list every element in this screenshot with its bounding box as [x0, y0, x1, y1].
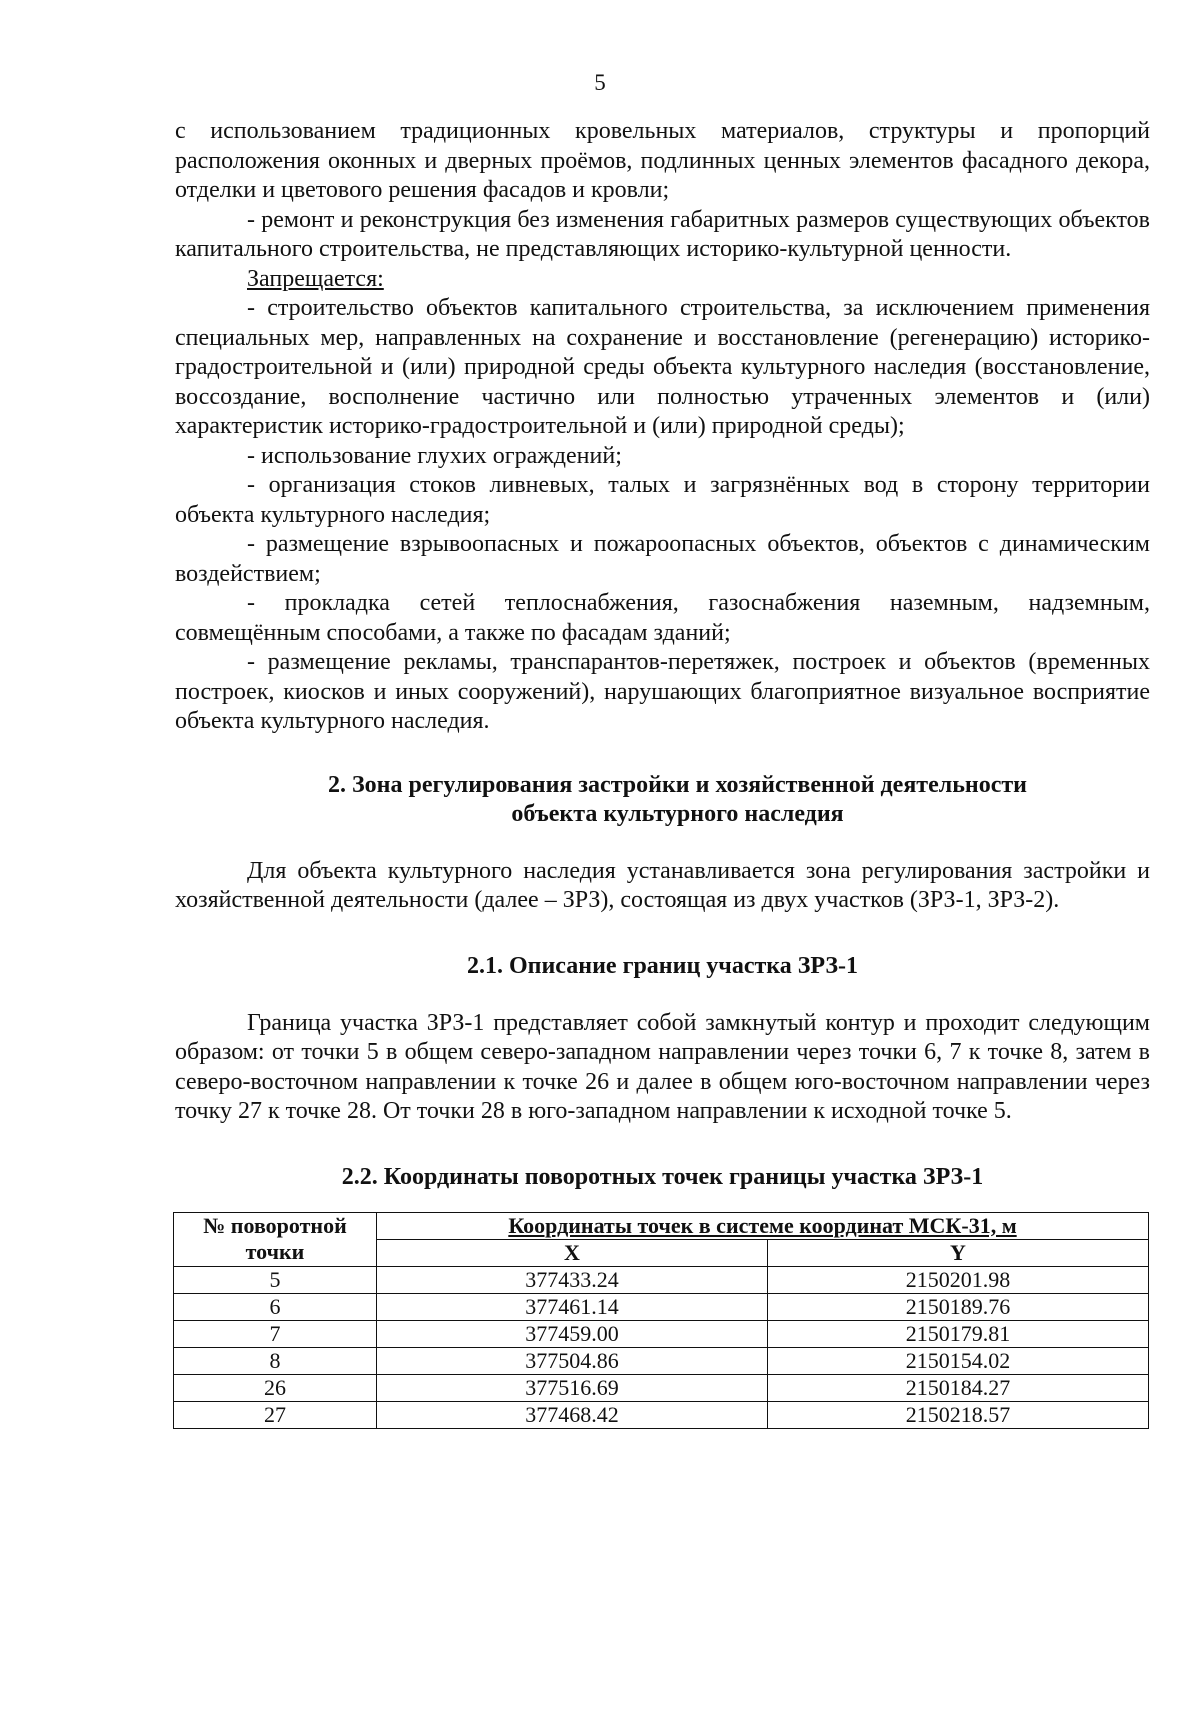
cell-y: 2150179.81: [768, 1320, 1149, 1347]
paragraph: - прокладка сетей теплоснабжения, газоснабжения наземным, надземным, совмещённым способами, а также по фасадам зданий;: [175, 590, 1150, 646]
cell-y: 2150201.98: [768, 1266, 1149, 1293]
header-point-line2: точки: [245, 1239, 305, 1264]
paragraph: - ремонт и реконструкция без изменения габаритных размеров существующих объектов капитального строительства, не представляющих историко-культурной ценности.: [175, 206, 1150, 262]
table-row: [174, 1293, 1149, 1320]
coordinates-table: [173, 1212, 1149, 1429]
paragraph: - организация стоков ливневых, талых и загрязнённых вод в сторону территории объекта культурного наследия;: [175, 472, 1150, 528]
header-x: X: [377, 1239, 768, 1266]
section-2-title-line1: 2. Зона регулирования застройки и хозяйственной деятельности: [327, 771, 1028, 798]
table-row: [174, 1374, 1149, 1401]
section-2-2-title: 2.2. Координаты поворотных точек границы участка ЗРЗ-1: [341, 1163, 984, 1190]
cell-point: 27: [174, 1401, 377, 1428]
section-2-title: [175, 771, 1150, 829]
table-row: [174, 1347, 1149, 1374]
cell-x: 377504.86: [377, 1347, 768, 1374]
cell-y: 2150189.76: [768, 1293, 1149, 1320]
paragraph: с использованием традиционных кровельных материалов, структуры и пропорций расположения оконных и дверных проёмов, подлинных ценных элементов фасадного декора, отделки и цветового решения фасадов и кровли;: [175, 118, 1150, 203]
table-row: [174, 1266, 1149, 1293]
header-point-number: [174, 1212, 377, 1266]
paragraph: - размещение взрывоопасных и пожароопасных объектов, объектов с динамическим воздействием;: [175, 531, 1150, 587]
table-row: [174, 1401, 1149, 1428]
page-number: 5: [594, 70, 606, 95]
cell-y: 2150154.02: [768, 1347, 1149, 1374]
header-point-line1: № поворотной: [203, 1213, 347, 1238]
cell-point: 6: [174, 1293, 377, 1320]
section-2-1-text: Граница участка ЗРЗ-1 представляет собой замкнутый контур и проходит следующим образом: от точки 5 в общем северо-западном направлении через точки 6, 7 к точке 8, затем в северо-восточном направлении к точке 26 и далее в общем юго-восточном направлении через точку 27 к точке 28. От точки 28 в юго-западном направлении к исходной точке 5.: [175, 1009, 1150, 1124]
cell-x: 377461.14: [377, 1293, 768, 1320]
paragraph: - размещение рекламы, транспарантов-перетяжек, построек и объектов (временных построек, киосков и иных сооружений), нарушающих благоприятное визуальное восприятие объекта культурного наследия.: [175, 649, 1150, 734]
cell-point: 7: [174, 1320, 377, 1347]
document-body: [175, 117, 1150, 1429]
table-row: [174, 1320, 1149, 1347]
paragraph: - строительство объектов капитального строительства, за исключением применения специальных мер, направленных на сохранение и восстановление (регенерацию) историко-градостроительной и (или) природной среды объекта культурного наследия (восстановление, воссоздание, восполнение частично или полностью утраченных элементов и (или) характеристик историко-градостроительной и (или) природной среды);: [175, 295, 1150, 439]
cell-point: 26: [174, 1374, 377, 1401]
cell-point: 5: [174, 1266, 377, 1293]
prohibited-label: Запрещается:: [247, 265, 384, 292]
cell-x: 377433.24: [377, 1266, 768, 1293]
cell-x: 377516.69: [377, 1374, 768, 1401]
header-y: Y: [768, 1239, 1149, 1266]
cell-y: 2150218.57: [768, 1401, 1149, 1428]
cell-x: 377468.42: [377, 1401, 768, 1428]
cell-y: 2150184.27: [768, 1374, 1149, 1401]
section-2-text: Для объекта культурного наследия устанавливается зона регулирования застройки и хозяйственной деятельности (далее – ЗРЗ), состоящая из двух участков (ЗРЗ-1, ЗРЗ-2).: [175, 857, 1150, 913]
cell-x: 377459.00: [377, 1320, 768, 1347]
paragraph: - использование глухих ограждений;: [247, 442, 622, 469]
section-2-title-line2: объекта культурного наследия: [511, 800, 844, 827]
cell-point: 8: [174, 1347, 377, 1374]
prohibited-heading: [175, 265, 1150, 295]
header-coordinates: Координаты точек в системе координат МСК-31, м: [377, 1212, 1149, 1239]
section-2-1-title: 2.1. Описание границ участка ЗРЗ-1: [466, 952, 859, 979]
